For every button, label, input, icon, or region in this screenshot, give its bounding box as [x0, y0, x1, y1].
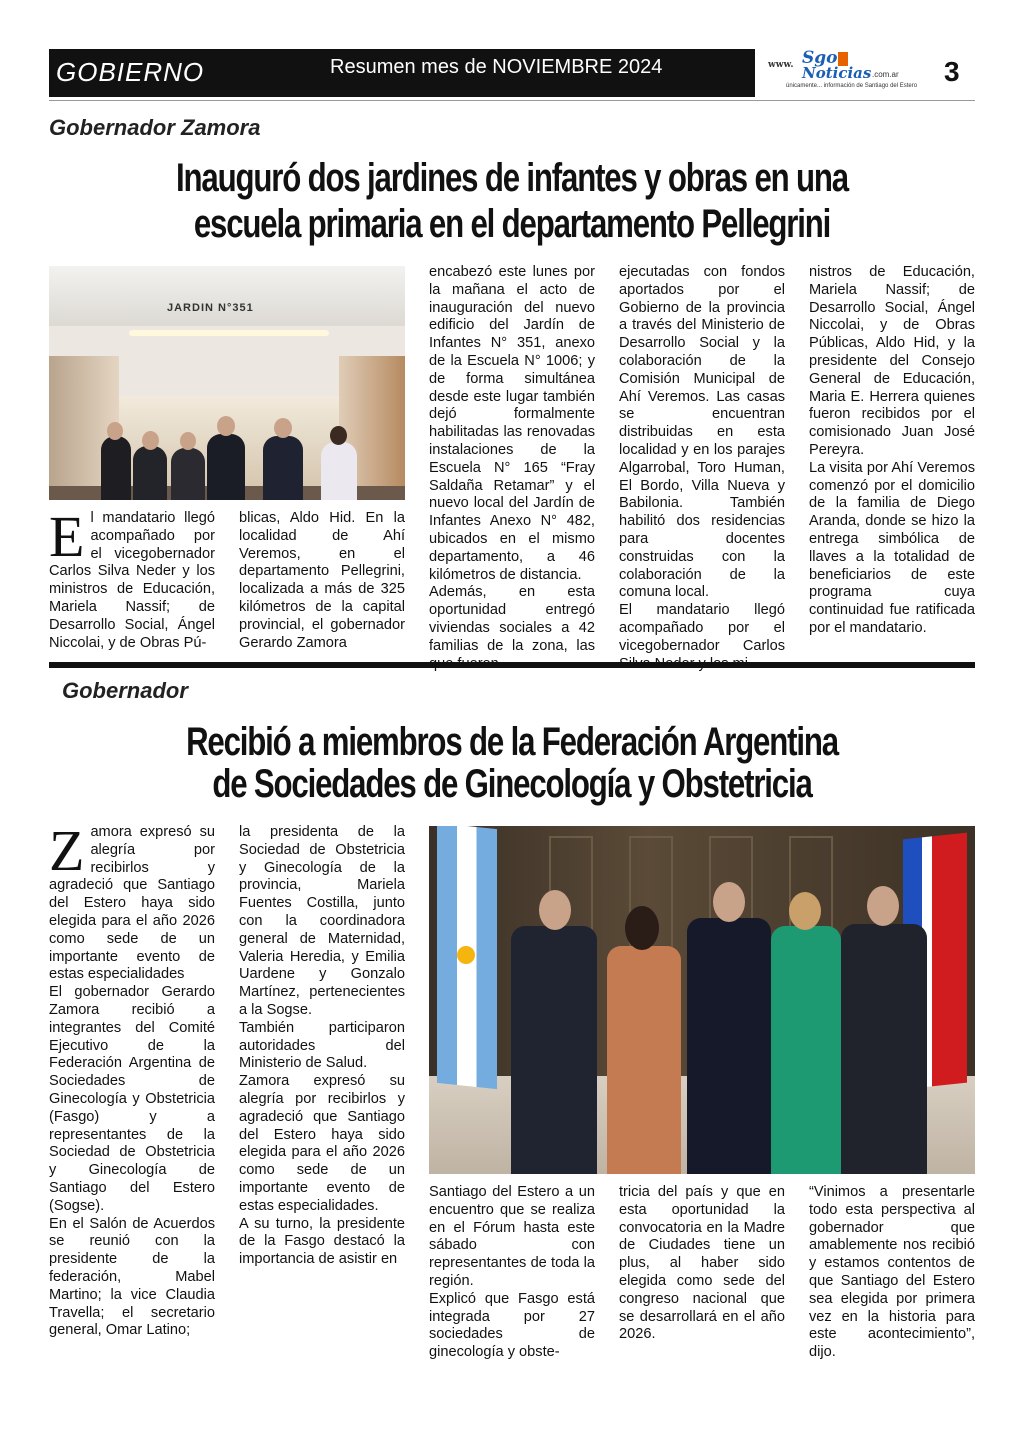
jardin-sign: JARDIN N°351 [167, 302, 254, 314]
article2-headline-line2: de Sociedades de Ginecología y Obstetricia [212, 762, 812, 806]
photo-person [511, 926, 597, 1174]
article1-column-2 [239, 510, 405, 652]
article2-dropcap: Z [49, 818, 85, 883]
article2-col1-text-c: En el Salón de Acuerdos se reunió con la presidente de la federación, Mabel Martino; la vice Claudia Travella; el secretario general, Omar Latino; [49, 1215, 215, 1339]
article2-col2-text-d: A su turno, la presidente de la Fasgo destacó la importancia de asistir en [239, 1215, 405, 1268]
publication-logo [768, 48, 918, 96]
article1-column-4 [619, 264, 785, 673]
section-label: GOBIERNO [56, 57, 205, 87]
article1-dropcap: E [49, 504, 85, 569]
article2-col3-text: Santiago del Estero a un encuentro que se realiza en el Fórum hasta este sábado con representantes de toda la región. [429, 1184, 595, 1289]
article2-kicker: Gobernador [62, 678, 188, 703]
article1-headline-line1: Inauguró dos jardines de infantes y obras en una [176, 156, 848, 200]
photo-lights [129, 330, 329, 336]
photo-person-head [274, 418, 292, 438]
photo-person [607, 946, 681, 1174]
photo-person [171, 448, 205, 500]
article1-col5-text-b: La visita por Ahí Veremos comenzó por el domicilio de la familia de Diego Aranda, donde se hizo la entrega simbólica de llaves a la totalidad de beneficiarios de este programa cuya continuidad fue ratificada por el mandatario. [809, 459, 975, 636]
article1-col4-text-b: El mandatario llegó acompañado por el vicegobernador Carlos [619, 602, 785, 654]
article1-headline-line2: escuela primaria en el departamento Pellegrini [193, 202, 831, 246]
photo-person [133, 446, 167, 500]
logo-sgo: Sgo [802, 48, 838, 68]
photo-person [841, 924, 927, 1174]
photo-person-head [713, 882, 745, 922]
article2-col1-text-b: El gobernador Gerardo Zamora recibió a integrantes del Comité Ejecutivo de la Federación Argentina de Sociedades de Ginecología y Obstetricia (Fasgo) y a representantes de la Sociedad de Obstetricia y Ginecología de Santiago del Estero (Sogse). [49, 984, 215, 1214]
photo-person-head [625, 906, 659, 950]
article1-column-1 [49, 504, 215, 652]
article1-kicker: Gobernador Zamora [49, 115, 261, 140]
article1-column-5 [809, 264, 975, 638]
article2-headline-line1: Recibió a miembros de la Federación Argentina [186, 720, 838, 764]
header-divider [49, 100, 975, 101]
article2-column-4 [619, 1184, 785, 1344]
article2-col3-text-b: Explicó que Fasgo está integrada por 27 sociedades de ginecología y obste- [429, 1290, 595, 1361]
article2-column-1 [49, 818, 215, 1340]
article2-col4-text: tricia del país y que en esta oportunidad la convocatoria en la Madre de Ciudades tiene un plus, al haber sido elegida como sede del congreso nacional que se desarrollará en el año 2026. [619, 1184, 785, 1343]
sun-of-may-icon [457, 946, 475, 964]
issue-title: Resumen mes de NOVIEMBRE 2024 [330, 56, 663, 78]
photo-person-head [142, 431, 159, 450]
photo-person-head [180, 432, 196, 450]
article1-col3-text: encabezó este lunes por la mañana el acto de inauguración del nuevo edificio del Jardín de Infantes N° 351, anexo de la Escuela N° 1006; y de forma simultánea desde este lugar también dejó formalmente habilitadas las renovadas instalaciones de la Escuela N° 165 “Fray Saldaña Retamar” y el nuevo local del Jardín de Infantes Anexo N° 482, ubicados en el mismo departamento, a 46 kilómetros de distancia. [429, 264, 595, 583]
logo-tagline: únicamente... información de Santiago del Estero [786, 83, 918, 89]
article1-col2-text: blicas, Aldo Hid. En la localidad de Ahí Veremos, en el departamento Pellegrini, localizada a más de 325 kilómetros de la capital provincial, el gobernador Gerardo Zamora [239, 510, 405, 651]
article2-col2-text-b: También participaron autoridades del Ministerio de Salud. [239, 1019, 405, 1072]
photo-person-head [330, 426, 347, 445]
article2-col1-text: amora expresó su alegría por recibirlos y agradeció que Santiago del Estero haya sido elegida para el año 2026 como sede de un importante evento de estas especialidades [49, 824, 215, 983]
article1-col1-text: l mandatario llegó acompañado por el vicegobernador Carlos Silva Neder y los ministros de Educación, Mariela Nassif; de Desarrollo Social, Ángel Niccolai, y de Obras Pú- [49, 510, 215, 651]
article1-col4-text: ejecutadas con fondos aportados por el Gobierno de la provincia a través del Ministerio de Desarrollo Social y la colaboración de la Comisión Municipal de Ahí Veremos. Las casas se encuentran distribuidas en esta localidad y en los parajes Algarrobal, Toro Human, El Bordo, Villa Nueva y Babilonia. También habilitó dos residencias para docentes construidas con la colaboración de la comuna local. [619, 264, 785, 601]
article2-col2-text-c: Zamora expresó su alegría por recibirlos y agradeció que Santiago del Estero haya sido elegida para el año 2026 como sede de un importante evento de estas especialidades. [239, 1073, 405, 1214]
photo-person [771, 926, 841, 1174]
article2-column-5 [809, 1184, 975, 1362]
article2-column-3 [429, 1184, 595, 1362]
article1-column-3 [429, 264, 595, 673]
jardin-photo [49, 266, 405, 500]
logo-noticias: Noticias [802, 64, 872, 82]
page-number: 3 [944, 56, 960, 87]
photo-person [101, 436, 131, 500]
article1-col5-text: nistros de Educación, Mariela Nassif; de Desarrollo Social, Ángel Niccolai, y de Obras Públicas, Aldo Hid, y la presidente del Consejo General de Educación, Maria E. Herrera quienes fueron recibidos por el comisionado Juan José Pereyra. [809, 264, 975, 458]
article2-col5-text: “Vinimos a presentarle todo esta perspectiva al gobernador que amablemente nos recibió y estamos contentos de que Santiago del Estero sea elegida por primera vez en la historia para este acontecimiento”, dijo. [809, 1184, 975, 1361]
photo-person-head [867, 886, 899, 926]
logo-domain: .com.ar [872, 70, 899, 79]
article2-column-2 [239, 824, 405, 1269]
photo-person [263, 436, 303, 500]
photo-person-head [789, 892, 821, 930]
federation-group-photo [429, 826, 975, 1174]
photo-person-head [107, 422, 123, 440]
article2-col2-text: la presidenta de la Sociedad de Obstetricia y Ginecología de la provincia, Mariela Fuentes Costilla, junto con la coordinadora general de Maternidad, Valeria Heredia, y Emilia Uardene y Gonzalo Martínez, pertenecientes a la Sogse. [239, 824, 405, 1018]
article-separator [49, 662, 975, 668]
photo-person [687, 918, 771, 1174]
photo-person-head [217, 416, 235, 436]
article1-col3-text-b: Además, en esta oportunidad entregó viviendas sociales a 42 familias de la zona, las [429, 584, 595, 654]
photo-person [321, 442, 357, 500]
photo-person-head [539, 890, 571, 930]
photo-person [207, 434, 245, 500]
logo-www: www. [768, 60, 794, 70]
